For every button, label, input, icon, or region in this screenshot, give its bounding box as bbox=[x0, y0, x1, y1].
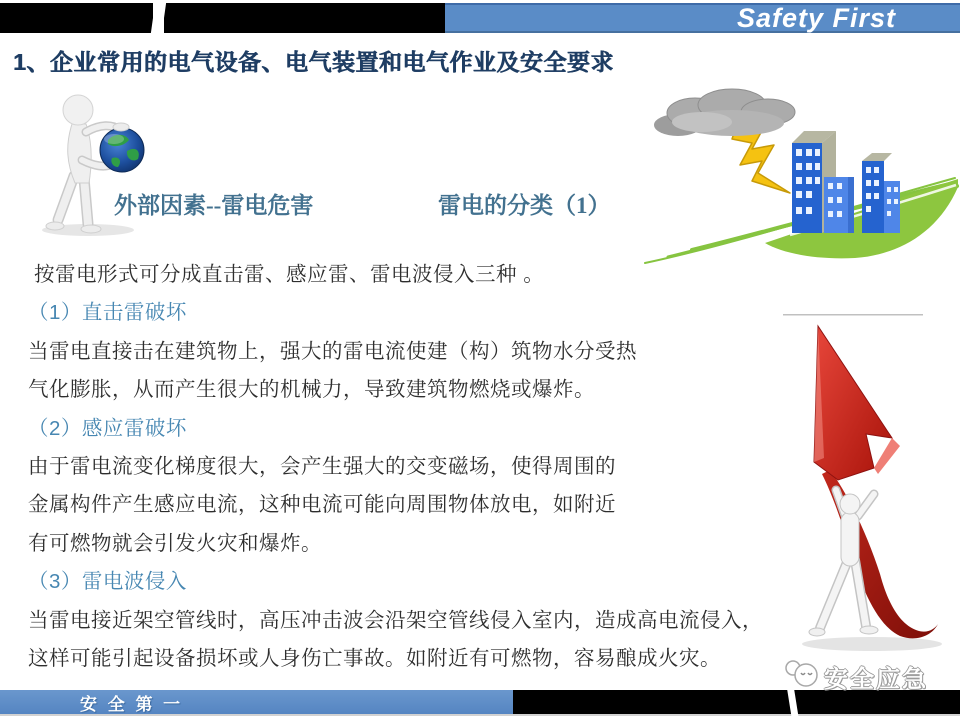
watermark-logo bbox=[782, 656, 928, 696]
red-arrow-illustration bbox=[780, 312, 960, 657]
section-3-line-1: 当雷电接近架空管线时，高压冲击波会沿架空管线侵入室内，造成高电流侵入， bbox=[28, 608, 763, 632]
slide-title: 1、企业常用的电气设备、电气装置和电气作业及安全要求 bbox=[13, 49, 614, 75]
subtitle-external-factor: 外部因素--雷电危害 bbox=[114, 193, 314, 218]
section-3-line-2: 这样可能引起设备损坏或人身伤亡事故。如附近有可燃物，容易酿成火灾。 bbox=[28, 647, 721, 671]
storm-lightning-illustration bbox=[640, 85, 960, 285]
body-text bbox=[28, 256, 788, 678]
section-1-line-1: 当雷电直接击在建筑物上，强大的雷电流使建（构）筑物水分受热 bbox=[28, 339, 637, 363]
footer-slogan: 安 全 第 一 bbox=[80, 694, 184, 714]
banner-black-segment-mid bbox=[164, 3, 445, 33]
banner-blue-segment bbox=[445, 3, 960, 33]
section-1-line-2: 气化膨胀，从而产生很大的机械力，导致建筑物燃烧或爆炸。 bbox=[28, 378, 595, 402]
section-2-line-3: 有可燃物就会引发火灾和爆炸。 bbox=[28, 531, 322, 555]
body-intro-line: 按雷电形式可分成直击雷、感应雷、雷电波侵入三种 。 bbox=[34, 263, 545, 286]
watermark-text: 安全应急 bbox=[824, 665, 928, 693]
subtitle-lightning-types: 雷电的分类（1） bbox=[438, 193, 611, 218]
banner-black-segment-left bbox=[0, 3, 153, 33]
section-2-heading: （2）感应雷破坏 bbox=[28, 416, 187, 440]
footer-blue-segment bbox=[0, 690, 513, 714]
section-2-line-2: 金属构件产生感应电流，这种电流可能向周围物体放电，如附近 bbox=[28, 493, 616, 517]
banner-title: Safety First bbox=[736, 2, 896, 33]
section-3-heading: （3）雷电波侵入 bbox=[28, 570, 187, 594]
top-banner bbox=[0, 3, 960, 33]
section-1-heading: （1）直击雷破坏 bbox=[28, 301, 187, 325]
section-2-line-1: 由于雷电流变化梯度很大，会产生强大的交变磁场，使得周围的 bbox=[28, 455, 616, 479]
